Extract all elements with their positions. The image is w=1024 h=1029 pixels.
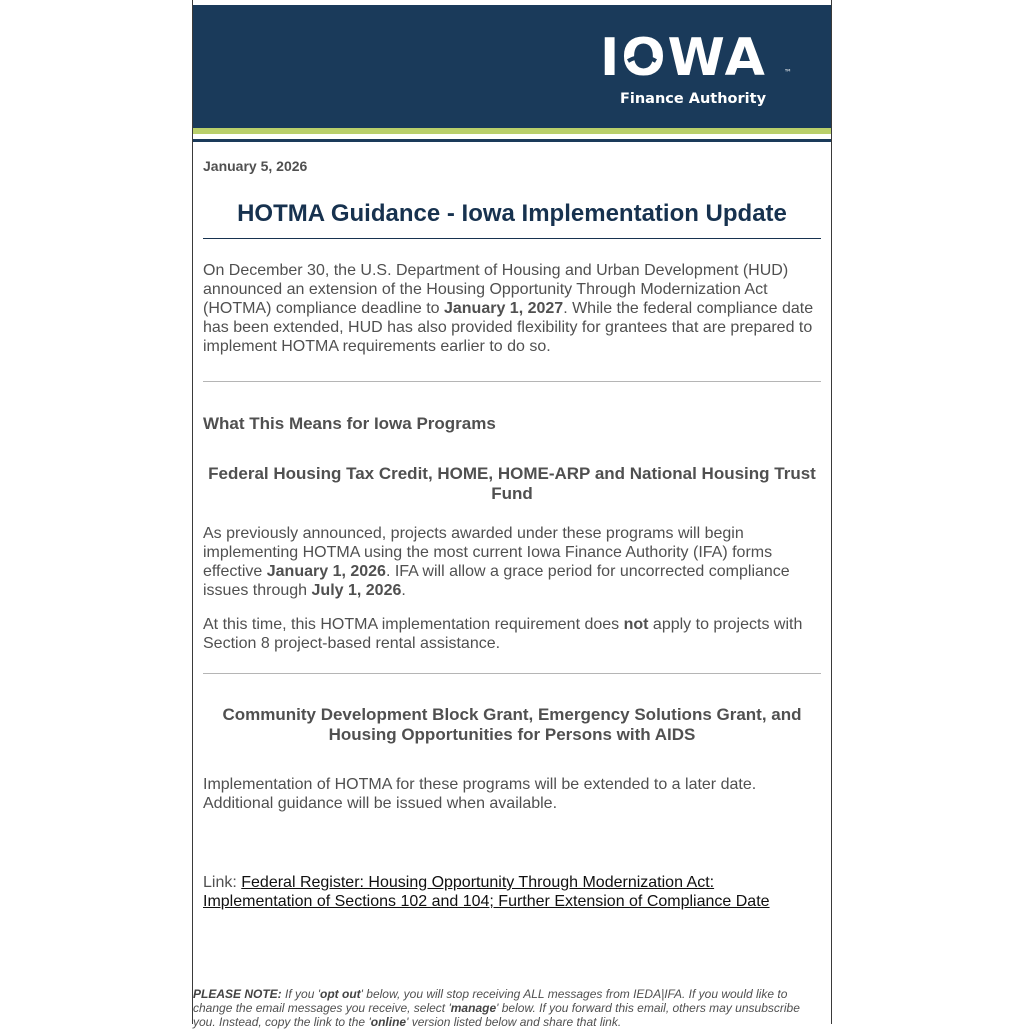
iowa-logo <box>598 27 792 89</box>
section-divider <box>203 673 821 674</box>
svg-text:™: ™ <box>784 68 792 77</box>
header-banner <box>193 5 831 128</box>
tax-credit-paragraph: As previously announced, projects awarded under these programs will begin implementing HOTMA using the most current Iowa Finance Authority (IFA) forms effective January 1, 2026. IFA will allow a grace period for uncorrected compliance issues through July 1, 2026. <box>203 525 790 599</box>
federal-register-link[interactable]: Federal Register: Housing Opportunity Through Modernization Act: Implementation of Sections 102 and 104; Further Extension of Compliance Date <box>203 874 770 910</box>
section-divider <box>203 381 821 382</box>
link-paragraph: Link: Federal Register: Housing Opportunity Through Modernization Act: Implementation of Sections 102 and 104; Further Extension of Compliance Date <box>203 874 770 910</box>
title-divider <box>203 238 821 239</box>
cdbg-paragraph: Implementation of HOTMA for these programs will be extended to a later date. Additional guidance will be issued when available. <box>203 776 757 812</box>
intro-paragraph: On December 30, the U.S. Department of Housing and Urban Development (HUD) announced an extension of the Housing Opportunity Through Modernization Act (HOTMA) compliance deadline to January 1, 2027. While the federal compliance date has been extended, HUD has also provided flexibility for grantees that are prepared to implement HOTMA requirements earlier to do so. <box>203 262 814 355</box>
accent-stripe <box>193 128 831 134</box>
tax-credit-heading: Federal Housing Tax Credit, HOME, HOME-ARP and National Housing Trust Fund <box>208 464 816 503</box>
section8-paragraph: At this time, this HOTMA implementation requirement does not apply to projects with Section 8 project-based rental assistance. <box>203 616 803 652</box>
divider-stripe <box>193 139 831 142</box>
email-container <box>192 0 832 1029</box>
email-body <box>203 158 821 911</box>
email-date: January 5, 2026 <box>203 158 308 174</box>
logo-subtitle: Finance Authority <box>619 91 767 107</box>
cdbg-heading: Community Development Block Grant, Emergency Solutions Grant, and Housing Opportunities for Persons with AIDS <box>222 705 802 744</box>
logo-text: IOWA <box>600 28 767 88</box>
page-title: HOTMA Guidance - Iowa Implementation Update <box>237 200 787 227</box>
section-heading: What This Means for Iowa Programs <box>203 414 496 433</box>
footer-note: PLEASE NOTE: If you 'opt out' below, you will stop receiving ALL messages from IEDA|IFA. If you would like to change the email messages you receive, select 'manage' below. If you forward this email, others may unsubscribe you. Instead, copy the link to the 'online' version listed below and share that link. <box>193 987 800 1029</box>
